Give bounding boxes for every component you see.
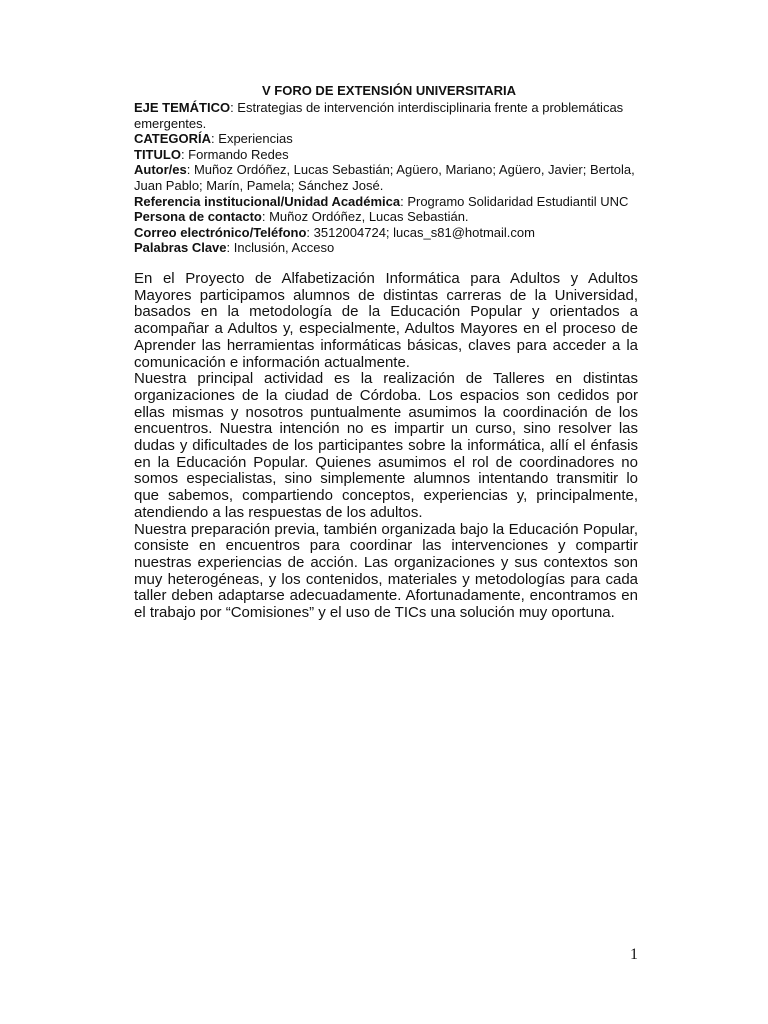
body-text	[134, 271, 638, 622]
meta-titulo	[134, 147, 638, 163]
meta-label: Persona de contacto	[134, 209, 262, 225]
meta-value: : Inclusión, Acceso	[226, 240, 335, 256]
meta-value: : 3512004724; lucas_s81@hotmail.com	[306, 224, 535, 240]
body-paragraph: Nuestra principal actividad es la realización de Talleres en distintas organizaciones de la ciudad de Córdoba. Los espacios son cedidos por ellas mismas y nosotros puntualmente asumimos la coordinación de los encuentros. Nuestra intención no es impartir un curso, sino resolver las dudas y dificultades de los participantes sobre la informática, allí el énfasis en la Educación Popular. Quienes asumimos el rol de coordinadores no somos especialistas, sino simplemente alumnos intentando transmitir lo que sabemos, compartiendo conceptos, experiencias y, principalmente, atendiendo a las respuestas de los adultos.	[134, 370, 638, 521]
meta-label: CATEGORÍA	[134, 131, 212, 147]
meta-value: : Formando Redes	[180, 146, 289, 162]
meta-palabras-clave	[134, 240, 638, 256]
body-paragraph: Nuestra preparación previa, también organizada bajo la Educación Popular, consiste en encuentros para coordinar las intervenciones y compartir nuestras experiencias de acción. Las organizaciones y sus contextos son muy heterogéneas, y los contenidos, materiales y metodologías para cada taller deben adaptarse adecuadamente. Afortunadamente, encontramos en el trabajo por “Comisiones” y el uso de TICs una solución muy oportuna.	[134, 520, 638, 622]
body-paragraph: En el Proyecto de Alfabetización Informática para Adultos y Adultos Mayores participamos alumnos de distintas carreras de la Universidad, basados en la metodología de la Educación Popular y orientados a acompañar a Adultos y, especialmente, Adultos Mayores en el proceso de Aprender las herramientas informáticas básicas, claves para acceder a la comunicación e información actualmente.	[134, 270, 638, 371]
meta-label: Correo electrónico/Teléfono	[134, 224, 307, 240]
meta-eje-tematico	[134, 100, 638, 131]
meta-value: : Estrategias de intervención interdisciplinaria frente a problemáticas emergentes.	[134, 100, 624, 131]
meta-label: Referencia institucional/Unidad Académica	[134, 193, 401, 209]
meta-correo-telefono	[134, 225, 638, 241]
meta-referencia-institucional	[134, 194, 638, 210]
meta-value: : Muñoz Ordóñez, Lucas Sebastián; Agüero, Mariano; Agüero, Javier; Bertola, Juan Pablo; Marín, Pamela; Sánchez José.	[134, 162, 635, 193]
meta-label: Autor/es	[134, 162, 187, 178]
meta-categoria	[134, 131, 638, 147]
meta-autores	[134, 162, 638, 193]
meta-label: TITULO	[134, 146, 181, 162]
metadata-block	[134, 100, 638, 256]
meta-value: : Programo Solidaridad Estudiantil UNC	[400, 193, 629, 209]
meta-label: Palabras Clave	[134, 240, 227, 256]
meta-persona-contacto	[134, 209, 638, 225]
page-number: 1	[630, 946, 638, 963]
meta-label: EJE TEMÁTICO	[134, 100, 231, 115]
meta-value: : Muñoz Ordóñez, Lucas Sebastián.	[261, 209, 469, 225]
document-title: V FORO DE EXTENSIÓN UNIVERSITARIA	[261, 83, 516, 98]
meta-value: : Experiencias	[211, 131, 293, 147]
